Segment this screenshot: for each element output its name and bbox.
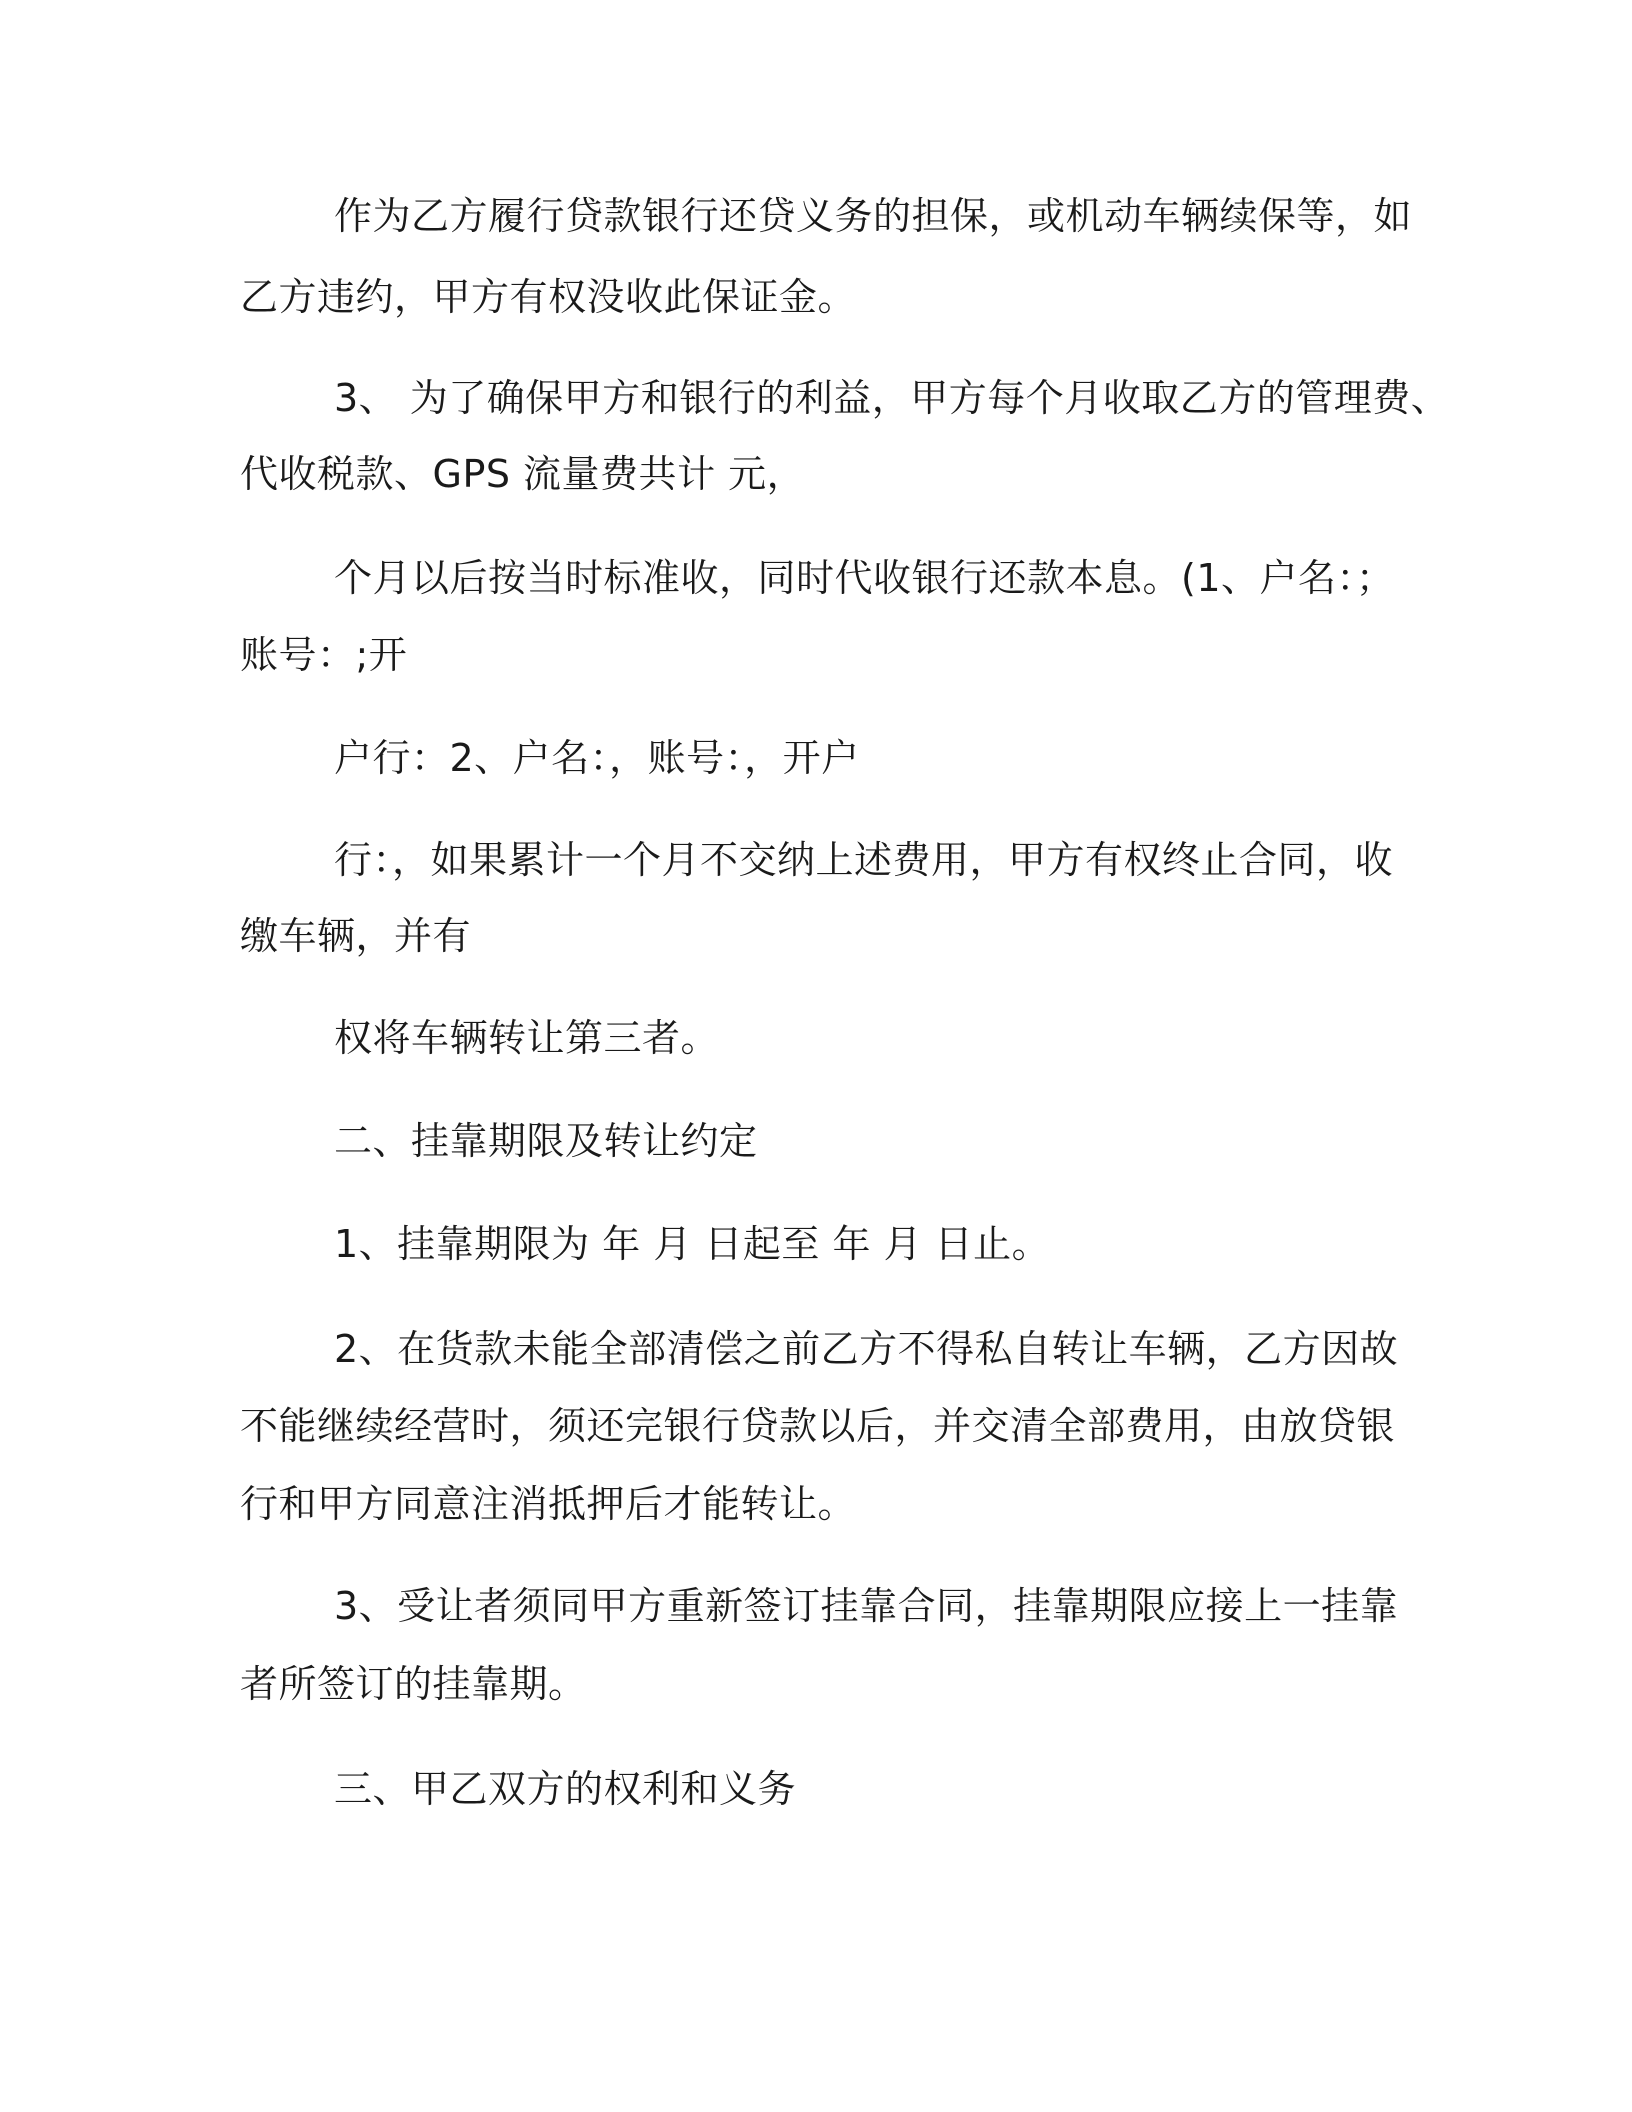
paragraph-line: 1、挂靠期限为 年 月 日起至 年 月 日止。 [334,1222,1051,1266]
paragraph-line: 户行：2、户名：，账号：，开户 [334,736,860,780]
paragraph-line: 行：，如果累计一个月不交纳上述费用，甲方有权终止合同，收 [334,838,1394,882]
paragraph-line: 乙方违约，甲方有权没收此保证金。 [240,275,857,319]
paragraph-line: 行和甲方同意注消抵押后才能转让。 [240,1482,857,1526]
section-heading: 三、甲乙双方的权利和义务 [334,1767,797,1811]
paragraph-line: 3、 为了确保甲方和银行的利益，甲方每个月收取乙方的管理费、 [334,376,1450,420]
section-heading: 二、挂靠期限及转让约定 [334,1119,758,1163]
paragraph-line: 权将车辆转让第三者。 [334,1016,720,1060]
paragraph-line: 缴车辆，并有 [240,914,472,958]
paragraph-line: 2、在货款未能全部清偿之前乙方不得私自转让车辆，乙方因故 [334,1327,1399,1371]
paragraph-line: 作为乙方履行贷款银行还贷义务的担保，或机动车辆续保等，如 [334,194,1413,238]
paragraph-line: 个月以后按当时标准收，同时代收银行还款本息。(1、户名：； [334,556,1395,600]
paragraph-line: 不能继续经营时，须还完银行贷款以后，并交清全部费用，由放贷银 [240,1404,1396,1448]
paragraph-line: 者所签订的挂靠期。 [240,1662,587,1706]
paragraph-line: 3、受让者须同甲方重新签订挂靠合同，挂靠期限应接上一挂靠 [334,1584,1399,1628]
paragraph-line: 账号：;开 [240,633,408,677]
paragraph-line: 代收税款、GPS 流量费共计 元， [240,452,806,496]
